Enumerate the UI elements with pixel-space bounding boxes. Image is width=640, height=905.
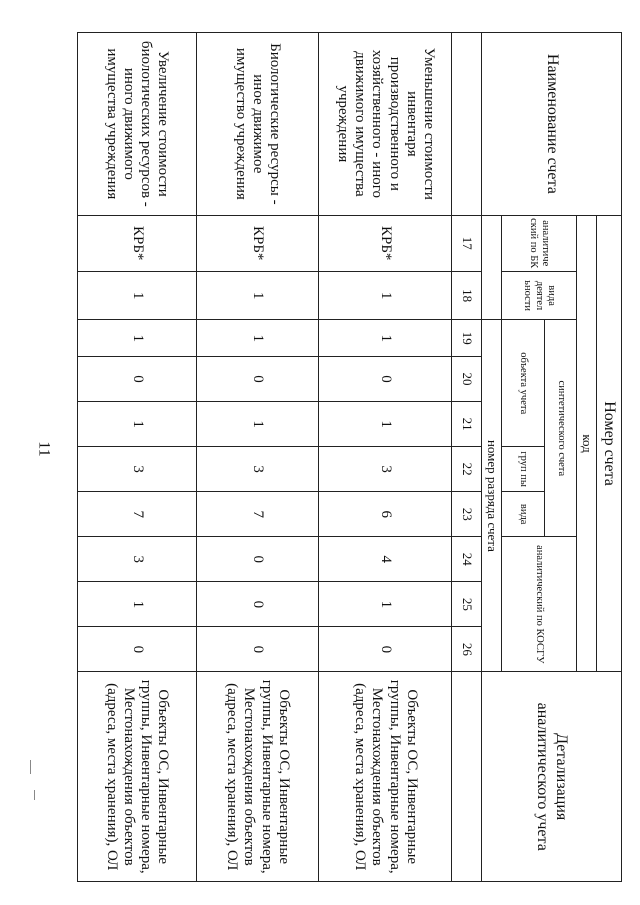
column-number: 20 bbox=[452, 356, 481, 401]
scan-mark bbox=[30, 760, 31, 774]
row-value: 0 bbox=[196, 627, 318, 672]
table-row bbox=[319, 33, 452, 882]
column-number: 23 bbox=[452, 492, 481, 537]
row-value: 1 bbox=[196, 271, 318, 320]
column-number: 17 bbox=[452, 215, 481, 271]
row-detail: Объекты ОС, Инвентарные группы, Инвентарные номера, Местонахождения объектов (адреса, места хранения), ОЛ bbox=[78, 672, 197, 882]
header-group: груп пы bbox=[502, 447, 545, 492]
row-value: КРБ* bbox=[319, 215, 452, 271]
row-value: 1 bbox=[78, 320, 197, 357]
row-value: 3 bbox=[78, 537, 197, 582]
header-analytic-bk: аналитиче ский по БК bbox=[502, 215, 577, 271]
header-digit-number: номер разряда счета bbox=[481, 320, 501, 672]
header-account-name: Наименование счета bbox=[481, 33, 621, 216]
row-value: КРБ* bbox=[196, 215, 318, 271]
row-value: КРБ* bbox=[78, 215, 197, 271]
header-account-number: Номер счета bbox=[597, 215, 622, 672]
row-value: 1 bbox=[319, 271, 452, 320]
header-synthetic: синтетического счета bbox=[545, 320, 577, 537]
column-number: 26 bbox=[452, 627, 481, 672]
row-value: 1 bbox=[196, 402, 318, 447]
header-object: объекта учета bbox=[502, 320, 545, 447]
row-value: 1 bbox=[78, 582, 197, 627]
row-value: 1 bbox=[78, 271, 197, 320]
header-code: код bbox=[576, 215, 596, 672]
row-account-name: Увеличение стоимости биологических ресурсов - иного движимого имущества учреждения bbox=[78, 33, 197, 216]
row-value: 0 bbox=[196, 537, 318, 582]
row-value: 1 bbox=[319, 320, 452, 357]
row-value: 1 bbox=[319, 402, 452, 447]
column-number-empty bbox=[452, 33, 481, 216]
column-number: 21 bbox=[452, 402, 481, 447]
header-activity-type: вида деятел ьности bbox=[502, 271, 577, 320]
column-number: 25 bbox=[452, 582, 481, 627]
scan-mark bbox=[34, 790, 35, 800]
row-detail: Объекты ОС, Инвентарные группы, Инвентарные номера, Местонахождения объектов (адреса, места хранения), ОЛ bbox=[196, 672, 318, 882]
column-number: 24 bbox=[452, 537, 481, 582]
row-value: 0 bbox=[78, 356, 197, 401]
table-row bbox=[78, 33, 197, 882]
row-value: 7 bbox=[196, 492, 318, 537]
column-number-empty bbox=[452, 672, 481, 882]
row-value: 0 bbox=[319, 627, 452, 672]
row-value: 0 bbox=[196, 356, 318, 401]
rotated-table-container bbox=[77, 32, 622, 882]
header-kind: вида bbox=[502, 492, 545, 537]
accounts-table bbox=[77, 32, 622, 882]
row-value: 3 bbox=[319, 447, 452, 492]
row-value: 0 bbox=[196, 582, 318, 627]
page-number: 11 bbox=[35, 441, 53, 457]
column-number: 19 bbox=[452, 320, 481, 357]
row-value: 4 bbox=[319, 537, 452, 582]
row-value: 3 bbox=[196, 447, 318, 492]
row-account-name: Биологические ресурсы - иное движимое имущество учреждения bbox=[196, 33, 318, 216]
row-value: 0 bbox=[319, 356, 452, 401]
row-value: 1 bbox=[319, 582, 452, 627]
header-detail: Детализация аналитического учета bbox=[481, 672, 621, 882]
row-value: 7 bbox=[78, 492, 197, 537]
row-value: 0 bbox=[78, 627, 197, 672]
header-analytic-kosgu: аналитический по КОСГУ bbox=[502, 537, 577, 672]
table-row bbox=[196, 33, 318, 882]
row-value: 1 bbox=[196, 320, 318, 357]
row-detail: Объекты ОС, Инвентарные группы, Инвентарные номера, Местонахождения объектов (адреса, места хранения), ОЛ bbox=[319, 672, 452, 882]
row-value: 1 bbox=[78, 402, 197, 447]
column-number: 18 bbox=[452, 271, 481, 320]
column-number: 22 bbox=[452, 447, 481, 492]
row-account-name: Уменьшение стоимости инвентаря производственного и хозяйственного - иного движимого имущества учреждения bbox=[319, 33, 452, 216]
row-value: 3 bbox=[78, 447, 197, 492]
row-value: 6 bbox=[319, 492, 452, 537]
